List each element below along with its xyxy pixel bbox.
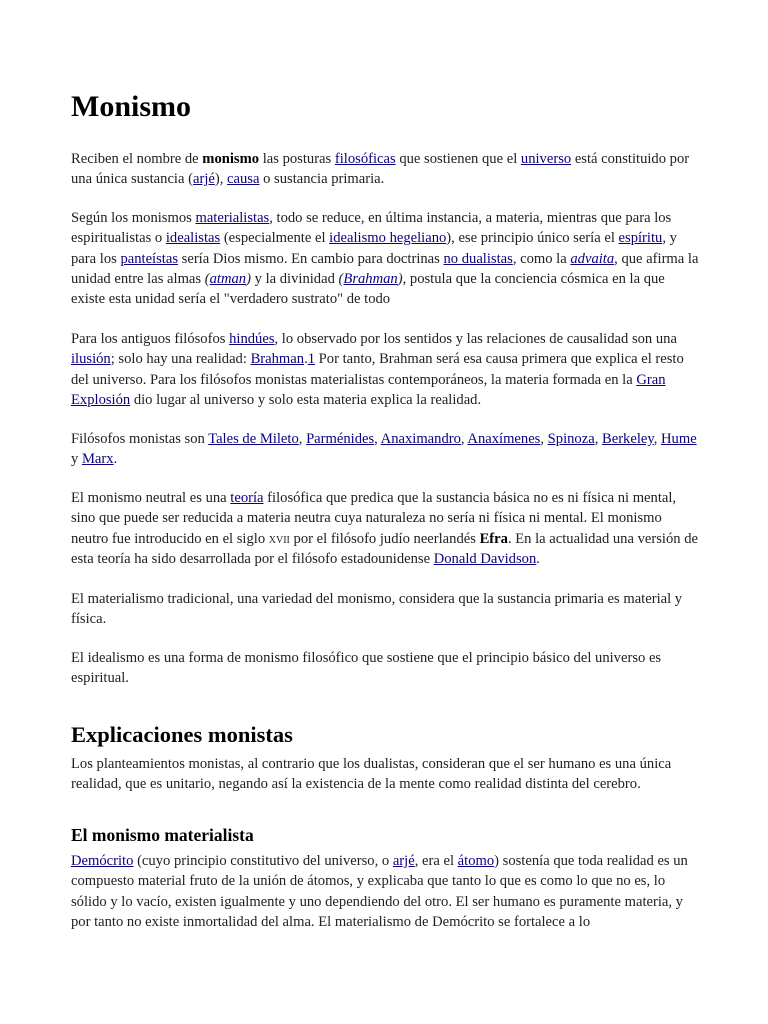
text: por el filósofo judío neerlandés	[289, 530, 480, 547]
link-idealismo-hegeliano[interactable]: idealismo hegeliano	[329, 230, 447, 247]
italic-brahman	[339, 271, 403, 287]
text: , como la	[512, 250, 571, 267]
page-title: Monismo	[71, 90, 191, 123]
text: y la divinidad	[250, 270, 339, 287]
link-ilusion[interactable]: ilusión	[71, 351, 111, 368]
text: Para los antiguos filósofos	[71, 331, 230, 347]
text: ,	[653, 431, 662, 447]
neutral-monism-paragraph	[71, 488, 701, 569]
text: Reciben el nombre de	[71, 151, 203, 167]
intro-paragraph	[71, 149, 701, 190]
text: )	[246, 270, 251, 287]
text: las posturas	[259, 151, 335, 167]
text: (especialmente el	[220, 230, 330, 247]
link-marx[interactable]: Marx	[81, 451, 114, 468]
hindu-philosophers-paragraph	[71, 329, 701, 410]
text: Según los monismos	[71, 210, 196, 226]
link-anaximandro[interactable]: Anaximandro	[380, 431, 461, 447]
link-advaita[interactable]: advaita	[570, 250, 615, 267]
link-atomo[interactable]: átomo	[457, 853, 495, 869]
link-tales-de-mileto[interactable]: Tales de Mileto	[208, 431, 299, 447]
link-hume[interactable]: Hume	[661, 431, 697, 447]
text: (cuyo principio constitutivo del universo, o	[133, 853, 393, 869]
text: . En la actualidad una versión de esta teoría ha sido desarrollada por el filósofo estadounidense	[71, 530, 698, 567]
text: o sustancia primaria.	[259, 171, 385, 188]
link-universo[interactable]: universo	[520, 151, 572, 167]
text: (	[204, 270, 210, 287]
idealism-paragraph: El idealismo es una forma de monismo filosófico que sostiene que el principio básico del universo es espiritual.	[71, 650, 662, 687]
link-panteistas[interactable]: panteístas	[120, 250, 179, 267]
text: ; solo hay una realidad:	[110, 351, 251, 368]
text: ,	[298, 431, 307, 447]
link-filosoficas[interactable]: filosóficas	[334, 151, 396, 167]
link-arje-2[interactable]: arjé	[392, 853, 415, 869]
text: El monismo neutral es una	[71, 490, 231, 506]
subsection-heading-materialista: El monismo materialista	[71, 825, 254, 845]
text: Por tanto, Brahman será esa causa primera que explica el resto del universo. Para los filósofos monistas materialistas contemporáneos, la materia formada en la	[71, 351, 684, 388]
text: , postula que la conciencia cósmica en la que existe esta unidad sería el "verdadero sustrato" de todo	[71, 270, 665, 308]
bold-term: Efra	[479, 530, 508, 547]
text: filosófica que predica que la sustancia básica no es ni física ni mental, sino que puede ser reducida a materia neutra cuya naturaleza no sería ni física ni mental. El monismo neutro fue introducido en el siglo	[71, 490, 677, 547]
link-atman[interactable]: atman	[209, 270, 247, 287]
link-idealistas[interactable]: idealistas	[165, 230, 221, 247]
century-numeral: xvii	[268, 530, 290, 547]
text: , todo se reduce, en última instancia, a materia, mientras que para los espiritualistas o	[71, 210, 672, 247]
text: ), ese principio único sería el	[446, 230, 619, 247]
monist-explanations-paragraph: Los planteamientos monistas, al contrario que los dualistas, consideran que el ser humano es una única realidad, que es unitario, negando así la existencia de la mente como realidad distinta del cerebro.	[71, 756, 672, 793]
text: ) sostenía que toda realidad es un compuesto material fruto de la unión de átomos, y explicaba que tanto lo que es como lo que no es, lo sólido y lo vacío, existen igualmente y uno dependiendo del otro. El ser humano es puramente materia, y por tanto no existe inmortalidad del alma. El materialismo de Demócrito se fortalece a lo	[71, 853, 688, 930]
italic-atman	[205, 271, 251, 287]
text: ,	[594, 431, 602, 447]
link-berkeley[interactable]: Berkeley	[601, 431, 654, 447]
text: , era el	[414, 853, 458, 869]
text: (	[338, 270, 344, 287]
text: ,	[374, 431, 381, 447]
text: dio lugar al universo y solo esta materia explica la realidad.	[130, 391, 482, 408]
text: ,	[460, 431, 468, 447]
bold-term: monismo	[202, 151, 260, 167]
monism-types-paragraph	[71, 208, 701, 309]
text: ),	[214, 171, 228, 188]
section-heading-explicaciones: Explicaciones monistas	[71, 722, 293, 747]
text: que sostienen que el	[395, 151, 521, 167]
text: .	[113, 451, 118, 468]
link-parmenides[interactable]: Parménides	[306, 431, 375, 447]
text: , y para los	[71, 230, 677, 267]
democritus-paragraph	[71, 851, 701, 932]
link-espiritu[interactable]: espíritu	[618, 230, 663, 247]
link-spinoza[interactable]: Spinoza	[547, 431, 595, 447]
link-no-dualistas[interactable]: no dualistas	[443, 250, 513, 267]
text: .	[304, 351, 308, 368]
text: , lo observado por los sentidos y las relaciones de causalidad son una	[274, 331, 677, 347]
link-brahman[interactable]: Brahman	[343, 270, 398, 287]
text: Filósofos monistas son	[71, 431, 209, 447]
link-democrito[interactable]: Demócrito	[71, 853, 134, 869]
link-arje[interactable]: arjé	[192, 171, 215, 188]
traditional-materialism-paragraph: El materialismo tradicional, una variedad del monismo, considera que la sustancia primaria es material y física.	[71, 591, 683, 628]
monist-philosophers-paragraph	[71, 429, 701, 470]
link-materialistas[interactable]: materialistas	[195, 210, 270, 226]
link-hindues[interactable]: hindúes	[229, 331, 275, 347]
footnote-1[interactable]: 1	[307, 351, 316, 368]
text: ,	[540, 431, 548, 447]
text: , que afirma la unidad entre las almas	[71, 250, 699, 287]
link-brahman-2[interactable]: Brahman	[250, 351, 305, 368]
text: )	[397, 270, 403, 287]
link-gran-explosion[interactable]: Gran Explosión	[71, 371, 666, 408]
text: y	[71, 451, 82, 468]
text: .	[536, 550, 540, 567]
text: está constituido por una única sustancia (	[71, 151, 690, 188]
link-causa[interactable]: causa	[227, 171, 260, 188]
link-donald-davidson[interactable]: Donald Davidson	[433, 550, 537, 567]
link-anaximenes[interactable]: Anaxímenes	[467, 431, 541, 447]
link-teoria[interactable]: teoría	[230, 490, 264, 506]
text: sería Dios mismo. En cambio para doctrinas	[178, 250, 444, 267]
